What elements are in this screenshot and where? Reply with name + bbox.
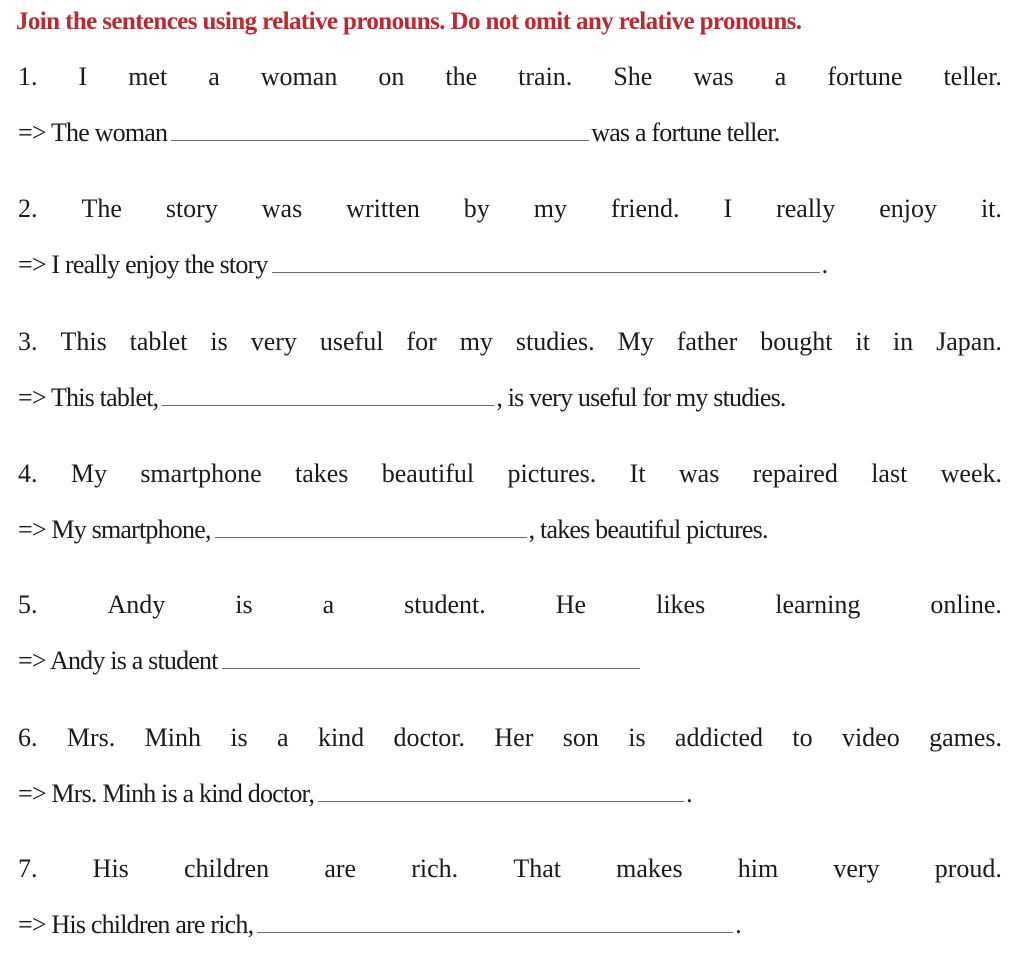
answer-line bbox=[18, 246, 1002, 282]
question-sentence bbox=[18, 457, 1002, 491]
question-6 bbox=[18, 721, 1002, 811]
answer-prefix: => The woman bbox=[18, 118, 168, 147]
answer-line bbox=[18, 775, 1002, 811]
question-word: video bbox=[841, 723, 900, 752]
question-word: last bbox=[871, 459, 908, 488]
question-word: a bbox=[277, 723, 289, 752]
answer-blank[interactable] bbox=[162, 379, 494, 406]
question-sentence bbox=[18, 325, 1002, 359]
answer-blank[interactable] bbox=[257, 906, 733, 933]
question-word: beautiful bbox=[381, 459, 475, 488]
question-word: Mrs. bbox=[66, 723, 116, 752]
question-word: enjoy bbox=[879, 194, 937, 223]
question-word: story bbox=[165, 194, 218, 223]
question-word: is bbox=[210, 327, 228, 356]
question-word: likes bbox=[656, 590, 706, 619]
question-5 bbox=[18, 588, 1002, 678]
answer-suffix: . bbox=[735, 910, 741, 939]
question-word: are bbox=[324, 854, 357, 883]
question-word: The bbox=[81, 194, 122, 223]
question-word: It bbox=[629, 459, 646, 488]
question-sentence bbox=[18, 588, 1002, 622]
answer-blank[interactable] bbox=[272, 246, 820, 273]
question-word: a bbox=[322, 590, 335, 619]
question-word: student. bbox=[404, 590, 486, 619]
question-word: She bbox=[613, 62, 653, 91]
question-word: learning bbox=[775, 590, 861, 619]
question-word: kind bbox=[317, 723, 365, 752]
question-word: was bbox=[261, 194, 303, 223]
question-word: pictures. bbox=[507, 459, 597, 488]
answer-suffix: , is very useful for my studies. bbox=[496, 383, 786, 412]
question-word: proud. bbox=[934, 854, 1002, 883]
question-word: a bbox=[208, 62, 220, 91]
answer-line bbox=[18, 642, 1002, 678]
question-word: week. bbox=[940, 459, 1002, 488]
answer-blank[interactable] bbox=[171, 114, 589, 141]
question-word: was bbox=[678, 459, 720, 488]
question-word: I bbox=[723, 194, 733, 223]
question-word: takes bbox=[294, 459, 349, 488]
question-word: online. bbox=[930, 590, 1002, 619]
question-word: 5. bbox=[18, 590, 38, 619]
question-word: for bbox=[406, 327, 437, 356]
question-word: fortune bbox=[827, 62, 903, 91]
question-word: rich. bbox=[411, 854, 459, 883]
question-sentence bbox=[18, 721, 1002, 755]
answer-suffix: . bbox=[686, 779, 692, 808]
question-word: makes bbox=[616, 854, 683, 883]
question-word: games. bbox=[929, 723, 1002, 752]
question-word: really bbox=[776, 194, 836, 223]
question-word: I bbox=[78, 62, 88, 91]
question-word: by bbox=[463, 194, 490, 223]
question-word: tablet bbox=[129, 327, 188, 356]
answer-suffix: . bbox=[821, 250, 828, 279]
question-word: He bbox=[555, 590, 587, 619]
question-word: 4. bbox=[18, 459, 38, 488]
question-sentence bbox=[18, 60, 1002, 94]
question-word: was bbox=[693, 62, 734, 91]
question-word: doctor. bbox=[393, 723, 466, 752]
question-word: is bbox=[230, 723, 248, 752]
question-word: friend. bbox=[610, 194, 680, 223]
question-word: father bbox=[676, 327, 738, 356]
question-word: 2. bbox=[18, 194, 38, 223]
question-3 bbox=[18, 325, 1002, 415]
question-word: the bbox=[445, 62, 478, 91]
question-word: a bbox=[774, 62, 787, 91]
question-word: met bbox=[128, 62, 168, 91]
question-word: teller. bbox=[943, 62, 1002, 91]
answer-blank[interactable] bbox=[318, 775, 684, 802]
answer-prefix: => I really enjoy the story bbox=[18, 250, 268, 279]
instruction-heading: Join the sentences using relative pronouns. Do not omit any relative pronouns. bbox=[16, 8, 802, 35]
question-word: very bbox=[833, 854, 880, 883]
question-word: Japan. bbox=[936, 327, 1002, 356]
question-word: very bbox=[250, 327, 297, 356]
question-word: smartphone bbox=[140, 459, 262, 488]
question-word: This bbox=[60, 327, 107, 356]
question-word: My bbox=[70, 459, 107, 488]
question-word: studies. bbox=[515, 327, 595, 356]
answer-prefix: => His children are rich, bbox=[18, 910, 254, 939]
question-word: addicted bbox=[674, 723, 763, 752]
question-word: My bbox=[617, 327, 654, 356]
question-word: it bbox=[855, 327, 870, 356]
question-word: 6. bbox=[18, 723, 38, 752]
question-4 bbox=[18, 457, 1002, 547]
question-word: my bbox=[533, 194, 567, 223]
question-word: Her bbox=[494, 723, 534, 752]
question-word: son bbox=[562, 723, 599, 752]
question-sentence bbox=[18, 852, 1002, 886]
question-word: written bbox=[346, 194, 420, 223]
question-word: my bbox=[459, 327, 493, 356]
question-word: 1. bbox=[18, 62, 38, 91]
answer-prefix: => Andy is a student bbox=[18, 646, 218, 675]
answer-line bbox=[18, 511, 1002, 547]
question-word: train. bbox=[518, 62, 573, 91]
question-word: woman bbox=[260, 62, 338, 91]
question-word: That bbox=[513, 854, 561, 883]
answer-suffix: was a fortune teller. bbox=[591, 118, 780, 147]
question-7 bbox=[18, 852, 1002, 942]
question-2 bbox=[18, 192, 1002, 282]
question-word: Andy bbox=[107, 590, 166, 619]
question-word: is bbox=[628, 723, 646, 752]
question-sentence bbox=[18, 192, 1002, 226]
question-word: children bbox=[183, 854, 270, 883]
question-word: in bbox=[892, 327, 914, 356]
question-word: Minh bbox=[144, 723, 201, 752]
question-word: 7. bbox=[18, 854, 38, 883]
answer-line bbox=[18, 114, 1002, 150]
answer-line bbox=[18, 379, 1002, 415]
answer-prefix: => This tablet, bbox=[18, 383, 159, 412]
answer-prefix: => My smartphone, bbox=[18, 515, 211, 544]
question-word: is bbox=[235, 590, 253, 619]
question-word: on bbox=[378, 62, 405, 91]
question-word: repaired bbox=[752, 459, 838, 488]
question-word: him bbox=[737, 854, 779, 883]
question-word: it. bbox=[980, 194, 1002, 223]
answer-blank[interactable] bbox=[222, 642, 640, 669]
answer-suffix: , takes beautiful pictures. bbox=[528, 515, 768, 544]
answer-prefix: => Mrs. Minh is a kind doctor, bbox=[18, 779, 315, 808]
answer-blank[interactable] bbox=[215, 511, 527, 538]
question-word: His bbox=[92, 854, 129, 883]
question-1 bbox=[18, 60, 1002, 150]
question-word: 3. bbox=[18, 327, 38, 356]
question-word: useful bbox=[319, 327, 384, 356]
question-word: to bbox=[792, 723, 813, 752]
question-word: bought bbox=[760, 327, 833, 356]
answer-line bbox=[18, 906, 1002, 942]
